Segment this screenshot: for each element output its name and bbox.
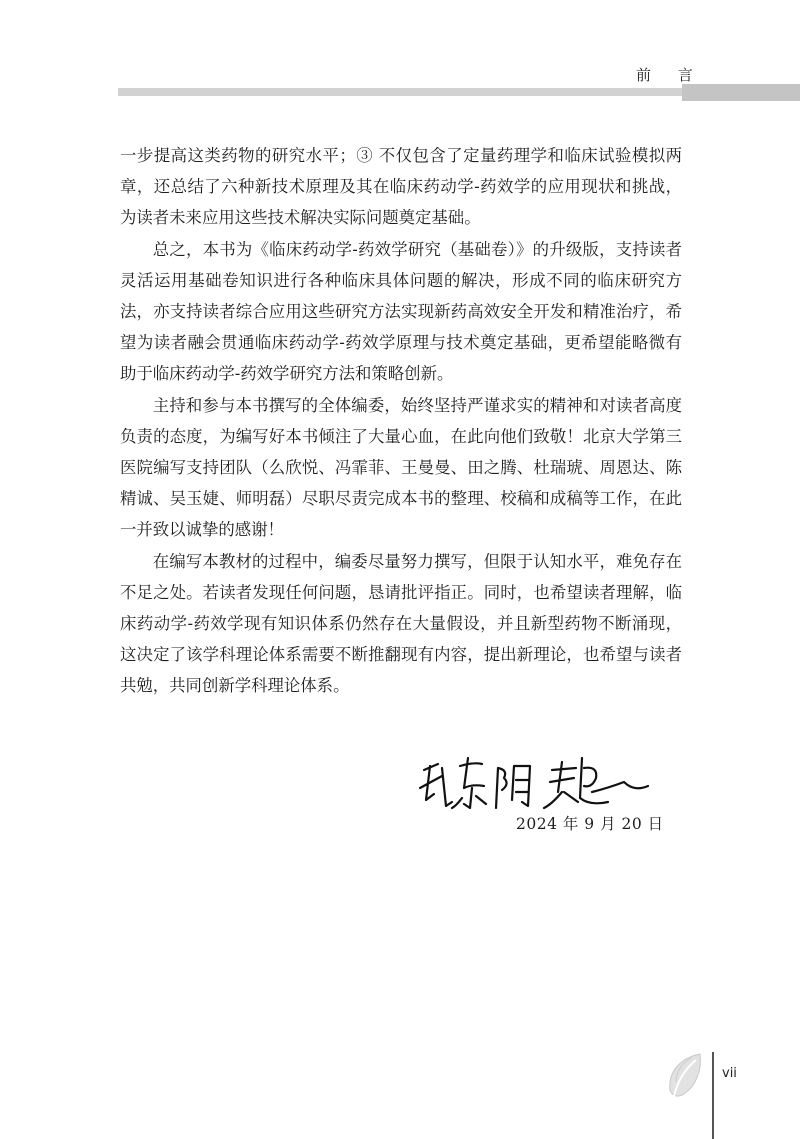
paragraph-1: 一步提高这类药物的研究水平；③ 不仅包含了定量药理学和临床试验模拟两章，还总结了六种新技术原理及其在临床药动学-药效学的应用现状和挑战，为读者未来应用这些技术解决实际问题奠定基础。 bbox=[120, 146, 682, 228]
handwritten-signature bbox=[412, 748, 662, 820]
body-text bbox=[120, 140, 682, 702]
leaf-icon bbox=[662, 1050, 708, 1100]
footer-vertical-rule bbox=[712, 1052, 714, 1139]
paragraph-2: 总之，本书为《临床药动学-药效学研究（基础卷）》的升级版，支持读者灵活运用基础卷知识进行各种临床具体问题的解决，形成不同的临床研究方法，亦支持读者综合应用这些研究方法实现新药高效安全开发和精准治疗，希望为读者融会贯通临床药动学-药效学原理与技术奠定基础，更希望能略微有助于临床药动学-药效学研究方法和策略创新。 bbox=[120, 239, 682, 384]
running-header-title: 前 言 bbox=[636, 66, 704, 84]
page-number: vii bbox=[722, 1066, 737, 1081]
paragraph-4: 在编写本教材的过程中，编委尽量努力撰写，但限于认知水平，难免存在不足之处。若读者发现任何问题，恳请批评指正。同时，也希望读者理解，临床药动学-药效学现有知识体系仍然存在大量假设，并且新型药物不断涌现，这决定了该学科理论体系需要不断推翻现有内容，提出新理论，也希望与读者共勉，共同创新学科理论体系。 bbox=[120, 551, 682, 696]
paragraph-3: 主持和参与本书撰写的全体编委，始终坚持严谨求实的精神和对读者高度负责的态度，为编写好本书倾注了大量心血，在此向他们致敬！北京大学第三医院编写支持团队（么欣悦、冯霏菲、王曼曼、田之腾、杜瑞琥、周恩达、陈精诚、吴玉婕、师明磊）尽职尽责完成本书的整理、校稿和成稿等工作，在此一并致以诚挚的感谢！ bbox=[120, 395, 682, 540]
header-tab-block bbox=[682, 84, 800, 101]
signature-date: 2024 年 9 月 20 日 bbox=[516, 815, 664, 833]
